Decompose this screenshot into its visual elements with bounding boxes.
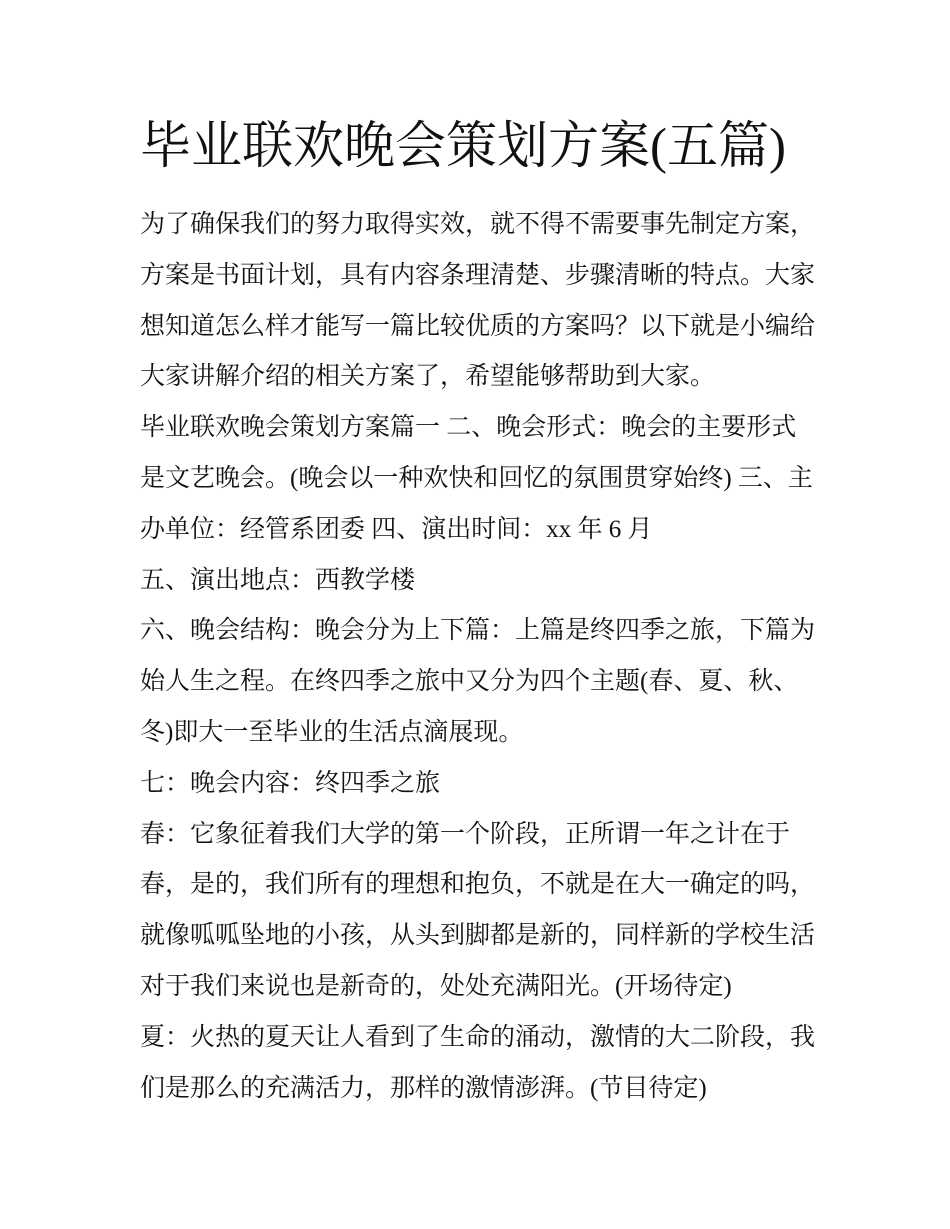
text-line: 对于我们来说也是新奇的，处处充满阳光。(开场待定): [140, 972, 732, 1000]
text-line: 六、晚会结构：晚会分为上下篇：上篇是终四季之旅，下篇为: [140, 617, 816, 645]
text-line: 始人生之程。在终四季之旅中又分为四个主题(春、夏、秋、: [140, 668, 799, 696]
document-title: 毕业联欢晚会策划方案(五篇): [140, 119, 786, 175]
text-line: 春，是的，我们所有的理想和抱负，不就是在大一确定的吗，: [140, 871, 816, 899]
text-line: 想知道怎么样才能写一篇比较优质的方案吗？以下就是小编给: [140, 312, 816, 340]
text-line: 大家讲解介绍的相关方案了，希望能够帮助到大家。: [140, 363, 716, 391]
text-line: 就像呱呱坠地的小孩，从头到脚都是新的，同样新的学校生活: [140, 922, 816, 950]
text-line: 春：它象征着我们大学的第一个阶段，正所谓一年之计在于: [140, 820, 791, 848]
text-line: 办单位：经管系团委 四、演出时间：xx 年 6 月: [140, 515, 653, 543]
text-line: 为了确保我们的努力取得实效，就不得不需要事先制定方案，: [140, 211, 816, 238]
text-line: 方案是书面计划，具有内容条理清楚、步骤清晰的特点。大家: [140, 261, 816, 289]
document-body: [140, 200, 820, 1114]
text-line: 是文艺晚会。(晚会以一种欢快和回忆的氛围贯穿始终) 三、主: [140, 464, 813, 492]
text-line: 七：晚会内容：终四季之旅: [140, 769, 441, 797]
text-line: 冬)即大一至毕业的生活点滴展现。: [140, 718, 524, 746]
text-line: 夏：火热的夏天让人看到了生命的涌动，激情的大二阶段，我: [140, 1023, 816, 1051]
text-line: 五、演出地点：西教学楼: [140, 566, 416, 594]
text-line: 毕业联欢晚会策划方案篇一 二、晚会形式：晚会的主要形式: [140, 414, 797, 442]
text-line: 们是那么的充满活力，那样的激情澎湃。(节目待定): [140, 1074, 707, 1102]
